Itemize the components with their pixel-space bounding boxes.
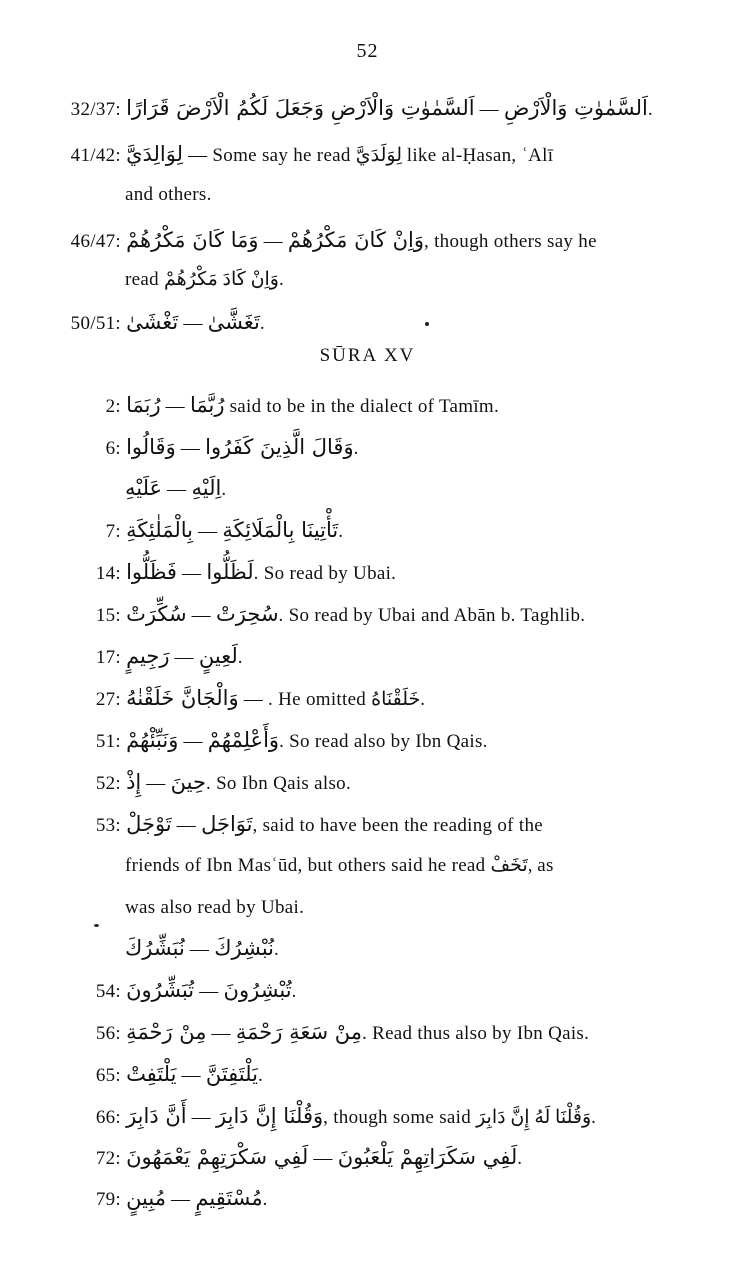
- verse-number: 41/42:: [70, 145, 121, 166]
- note-text: .: [353, 438, 359, 459]
- note-text: , said to have been the reading of the: [252, 815, 543, 836]
- arabic-standard: لَظَلُّوا: [206, 560, 254, 584]
- note-text: .: [259, 313, 265, 334]
- arabic-variant: رُبَمَا: [126, 393, 161, 417]
- verse-number: 56:: [95, 1023, 121, 1044]
- entry-line: [85, 510, 343, 550]
- entry-line: [85, 1054, 263, 1094]
- continuation-line: [125, 175, 212, 215]
- dash: —: [176, 1065, 206, 1086]
- dash: —: [186, 605, 217, 626]
- sura-heading: SŪRA XV: [319, 345, 416, 366]
- arabic-variant: عَلَيْهِ: [125, 476, 163, 500]
- note-text: . He omitted خَلَقْنَاهُ.: [268, 689, 426, 710]
- note-text: .: [338, 521, 344, 542]
- verse-number: 50/51:: [70, 313, 121, 334]
- dash: —: [171, 815, 202, 836]
- note-text: , though others say he: [423, 231, 597, 252]
- verse-number: 27:: [95, 689, 121, 710]
- entry-line: [85, 762, 351, 802]
- arabic-standard: اِلَيْهِ: [191, 476, 222, 500]
- dash: —: [176, 563, 207, 584]
- entry-line: [85, 804, 682, 844]
- dash: —: [178, 313, 208, 334]
- verse-number: 51:: [95, 731, 121, 752]
- verse-number: 2:: [105, 396, 121, 417]
- dash: —: [474, 99, 504, 120]
- dash: —: [206, 1023, 236, 1044]
- arabic-variant: يَلْتَفِتْ: [126, 1062, 177, 1086]
- entry-line: [85, 427, 359, 467]
- arabic-standard: تُبْشِرُونَ: [223, 978, 292, 1002]
- dash: —: [308, 1148, 338, 1169]
- arabic-variant: مُبِينٍ: [126, 1186, 166, 1210]
- arabic-variant: إِذْ: [126, 770, 142, 794]
- continuation-line: [125, 846, 554, 886]
- dash: —: [175, 438, 206, 459]
- arabic-standard: حِينَ: [170, 770, 206, 794]
- verse-number: 65:: [95, 1065, 121, 1086]
- note-text: was also read by Ubai.: [125, 897, 305, 918]
- entry-line: [85, 636, 243, 676]
- note-text: .: [647, 99, 653, 120]
- verse-number: 46/47:: [70, 231, 121, 252]
- arabic-variant: اَلسَّمٰوٰتِ وَالْاَرْضِ وَجَعَلَ لَكُمُ الْاَرْضَ قَرَارًا: [126, 96, 475, 120]
- dash: —: [160, 396, 190, 417]
- arabic-variant: وَنَبِّئْهُمْ: [126, 728, 179, 752]
- ink-speck: [94, 924, 99, 927]
- note-text: read وَاِنْ كَادَ مَكْرُهُمْ.: [125, 269, 284, 290]
- dash: —: [193, 521, 223, 542]
- arabic-standard: وَقُلْنَا إِنَّ دَابِرَ: [216, 1104, 324, 1128]
- dash: —: [194, 981, 224, 1002]
- verse-number: 15:: [95, 605, 121, 626]
- arabic-variant: بِالْمَلٰئِكَةِ: [126, 518, 193, 542]
- arabic-variant: لِوَالِدَيَّ: [126, 142, 184, 166]
- entry-line: [85, 970, 297, 1010]
- dash: —: [184, 939, 215, 960]
- dash: —: [186, 1107, 217, 1128]
- arabic-variant: تَوْجَلْ: [126, 812, 172, 836]
- note-text: . So read also by Ibn Qais.: [279, 731, 488, 752]
- verse-number: 17:: [95, 647, 121, 668]
- note-text: . So Ibn Qais also.: [205, 773, 351, 794]
- arabic-standard: اَلسَّمٰوٰتِ وَالْاَرْضِ: [503, 96, 648, 120]
- page-number: 52: [356, 40, 379, 62]
- arabic-variant: تُبَشِّرُونَ: [126, 978, 195, 1002]
- dash: —: [162, 479, 192, 500]
- verse-number: 72:: [95, 1148, 121, 1169]
- arabic-variant: أَنَّ دَابِرَ: [126, 1104, 187, 1128]
- entry-line: [55, 220, 682, 260]
- arabic-variant: فَظَلُّوا: [126, 560, 177, 584]
- arabic-variant: نُبَشِّرُكَ: [125, 936, 185, 960]
- arabic-variant: سُكِّرَتْ: [126, 602, 187, 626]
- entry-line: [85, 1137, 522, 1177]
- entry-line: [85, 552, 396, 592]
- entry-line: [85, 720, 488, 760]
- verse-number: 66:: [95, 1107, 121, 1128]
- arabic-standard: رُبَّمَا: [190, 393, 225, 417]
- arabic-variant: تَغْشَىٰ: [126, 310, 179, 334]
- arabic-variant: مِنْ رَحْمَةِ: [126, 1020, 207, 1044]
- note-text: said to be in the dialect of Tamīm.: [224, 396, 500, 417]
- continuation-line: [125, 888, 304, 928]
- entry-line: [55, 134, 682, 174]
- entry-line: [85, 1096, 596, 1136]
- verse-number: 7:: [105, 521, 121, 542]
- verse-number: 79:: [95, 1189, 121, 1210]
- note-text: . So read by Ubai.: [253, 563, 397, 584]
- dash: —: [141, 773, 171, 794]
- dash: —: [165, 1189, 196, 1210]
- verse-number: 52:: [95, 773, 121, 794]
- arabic-variant: لَفِي سَكْرَتِهِمْ يَعْمَهُونَ: [126, 1145, 309, 1169]
- entry-line: [85, 1178, 268, 1218]
- arabic-variant: وَمَا كَانَ مَكْرُهُمْ: [126, 228, 259, 252]
- entry-line: [85, 385, 499, 425]
- continuation-line: [125, 260, 284, 300]
- ink-speck: [425, 322, 429, 326]
- note-text: . Read thus also by Ibn Qais.: [362, 1023, 590, 1044]
- note-text: , though some said وَقُلْنَا لَهُ إِنَّ دَابِرَ.: [323, 1107, 596, 1128]
- verse-number: 32/37:: [70, 99, 121, 120]
- note-text: and others.: [125, 184, 212, 205]
- entry-line: [125, 928, 279, 968]
- arabic-standard: مِنْ سَعَةِ رَحْمَةِ: [235, 1020, 362, 1044]
- arabic-standard: تَأْتِينَا بِالْمَلَائِكَةِ: [222, 518, 339, 542]
- note-text: .: [221, 479, 227, 500]
- verse-number: 53:: [95, 815, 121, 836]
- arabic-standard: نُبْشِرُكَ: [214, 936, 275, 960]
- verse-number: 54:: [95, 981, 121, 1002]
- dash: —: [238, 689, 269, 710]
- arabic-standard: لَفِي سَكَرَاتِهِمْ يَلْعَبُونَ: [337, 1145, 518, 1169]
- arabic-standard: سُحِرَتْ: [216, 602, 279, 626]
- note-text: .: [237, 647, 243, 668]
- entry-line: [85, 594, 585, 634]
- arabic-standard: وَاِنْ كَانَ مَكْرُهُمْ: [287, 228, 424, 252]
- verse-number: 6:: [105, 438, 121, 459]
- note-text: .: [274, 939, 280, 960]
- arabic-standard: لَعِينٍ: [198, 644, 238, 668]
- note-text: Some say he read لِوَلَدَيَّ like al-Ḥasan, ʿAlī: [212, 145, 554, 166]
- note-text: .: [291, 981, 297, 1002]
- arabic-standard: مُسْتَقِيمٍ: [195, 1186, 263, 1210]
- note-text: friends of Ibn Masʿūd, but others said he read تَخَفْ, as: [125, 855, 554, 876]
- entry-line: [85, 678, 425, 718]
- entry-line: [85, 1012, 589, 1052]
- arabic-standard: وَقَالَ الَّذِينَ كَفَرُوا: [205, 435, 354, 459]
- note-text: .: [517, 1148, 523, 1169]
- note-text: .: [262, 1189, 268, 1210]
- arabic-standard: تَغَشَّىٰ: [207, 310, 260, 334]
- entry-line: [55, 302, 265, 342]
- verse-number: 14:: [95, 563, 121, 584]
- dash: —: [178, 731, 208, 752]
- note-text: .: [257, 1065, 264, 1086]
- entry-line: [55, 88, 682, 128]
- arabic-variant: وَالْجَانَّ خَلَقْنٰهُ: [126, 686, 239, 710]
- dash: —: [169, 647, 199, 668]
- arabic-variant: وَقَالُوا: [126, 435, 176, 459]
- entry-line: [125, 468, 226, 508]
- arabic-standard: تَوَاجَل: [201, 812, 253, 836]
- note-text: . So read by Ubai and Abān b. Taghlib.: [278, 605, 586, 626]
- arabic-standard: وَأَعْلِمْهُمْ: [207, 728, 280, 752]
- dash: —: [258, 231, 288, 252]
- arabic-standard: يَلْتَفِتَنَّ: [205, 1062, 258, 1086]
- arabic-variant: رَجِيمٍ: [126, 644, 170, 668]
- dash: —: [183, 145, 213, 166]
